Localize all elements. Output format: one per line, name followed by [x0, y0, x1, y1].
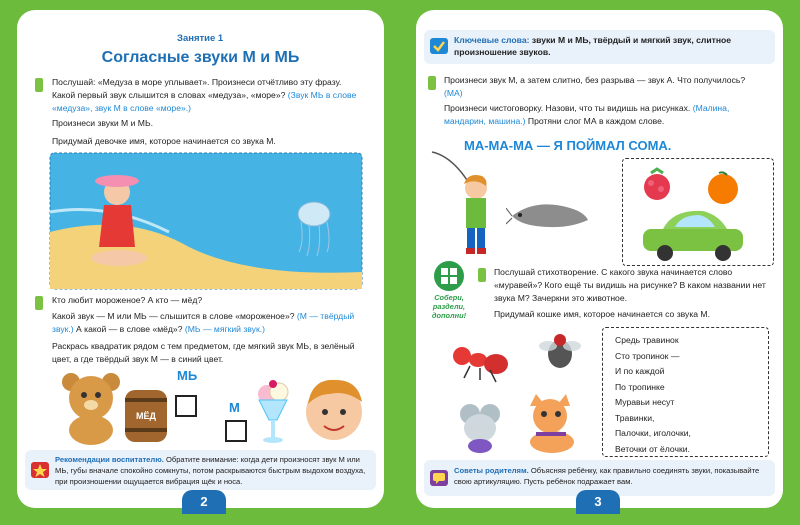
label-m: М — [229, 400, 240, 415]
parent-tip-text: Советы родителям. Объясняя ребёнку, как правильно соединять звуки, показывайте свою артикуляцию. Пусть ребёнок подражает вам. — [454, 466, 760, 486]
headline-catfish: МА-МА-МА — Я ПОЙМАЛ СОМА. — [464, 138, 672, 153]
ant-picture — [453, 347, 508, 382]
ice-cream-picture — [253, 378, 293, 448]
star-icon — [31, 462, 49, 478]
bullet-icon — [428, 76, 436, 90]
speech-icon — [430, 470, 448, 486]
left-page — [17, 10, 384, 508]
honey-barrel-picture — [121, 388, 171, 444]
toy-car-picture — [643, 211, 743, 261]
puzzle-caption: Собери, раздели, дополни! — [431, 293, 467, 320]
puzzle-icon — [432, 260, 466, 292]
lesson-label: Занятие 1 — [177, 33, 224, 44]
page-title: Согласные звуки М и МЬ — [101, 49, 300, 66]
keywords-text: Ключевые слова: звуки М и МЬ, твёрдый и мягкий звук, слитное произношение звуков. — [454, 35, 732, 57]
check-icon — [430, 38, 448, 54]
paragraph-ice-cream: Кто любит мороженое? А кто — мёд? — [52, 295, 203, 305]
paragraph-name-cat: Придумай кошке имя, которое начинается со звука М. — [494, 309, 710, 319]
paragraph-which-sound: Какой звук — М или МЬ — слышится в слове «мороженое»? (М — твёрдый звук.) А какой — в слове «мёд»? (МЬ — мягкий звук.) — [52, 311, 355, 334]
boy-face-picture — [302, 372, 366, 446]
paragraph-colour: Раскрась квадратик рядом с тем предметом, где мягкий звук МЬ, в зелёный цвет, а где твёрдый звук М — в синий цвет. — [52, 341, 355, 364]
animals-picture — [440, 328, 600, 454]
paragraph-tongue-twister: Произнеси чистоговорку. Назови, что ты видишь на рисунках. (Малина, мандарин, машина.) Протяни слог МА в каждом слове. — [444, 103, 730, 126]
mouse-picture — [460, 404, 500, 453]
paragraph-merge-sounds: Произнеси звук М, а затем слитно, без разрыва — звук А. Что получилось? (МА) — [444, 75, 746, 98]
poem-box — [602, 327, 769, 457]
beach-illustration — [49, 152, 363, 290]
poem-lines: Средь травинок Сто тропинок — И по каждой По тропинке Муравьи несут Травинки, Палочки, иголочки, Веточки от ёлочки. — [615, 335, 691, 454]
bullet-icon — [478, 268, 486, 282]
bullet-icon — [35, 78, 43, 92]
paragraph-medusa: Послушай: «Медуза в море уплывает». Произнеси отчётливо эту фразу. Какой первый звук слышится в словах «медуза», «море»? (Звук МЬ в слове «медуза», звук М в слове «море».) — [52, 77, 357, 113]
fly-picture — [539, 334, 581, 368]
teacher-tip-text: Рекомендации воспитателю. Обратите внимание: когда дети произносят звук М или МЬ, губы вначале спокойно сомкнуты, потом раскрываются быстрым выдохом воздуха, при произношении ощущается вибрация щёк и носа. — [55, 455, 366, 486]
bullet-icon — [35, 296, 43, 310]
kitten-picture — [530, 394, 574, 453]
fruits-car-box — [622, 158, 774, 266]
label-mj: МЬ — [177, 368, 198, 383]
barrel-label: МЁД — [136, 411, 156, 421]
right-page — [416, 10, 783, 508]
page-number-right: 3 — [576, 490, 620, 514]
keywords-banner — [424, 30, 775, 64]
tangerine-picture — [708, 172, 738, 204]
raspberry-picture — [644, 169, 670, 200]
boy-fishing-picture — [430, 148, 510, 258]
paragraph-pronounce: Произнеси звуки М и МЬ. — [52, 118, 153, 128]
paragraph-ant-poem: Послушай стихотворение. С какого звука начинается слово «муравей»? Кого ещё ты видишь на рисунке? В каком названии нет звука М? Зачеркни это животное. — [494, 267, 766, 303]
teacher-tip-banner — [25, 450, 376, 490]
bear-picture — [59, 370, 123, 446]
color-square-ice-cream[interactable] — [225, 420, 247, 442]
catfish-picture — [506, 188, 590, 238]
page-number-left: 2 — [182, 490, 226, 514]
color-square-honey[interactable] — [175, 395, 197, 417]
paragraph-name-girl: Придумай девочке имя, которое начинается со звука М. — [52, 136, 276, 146]
